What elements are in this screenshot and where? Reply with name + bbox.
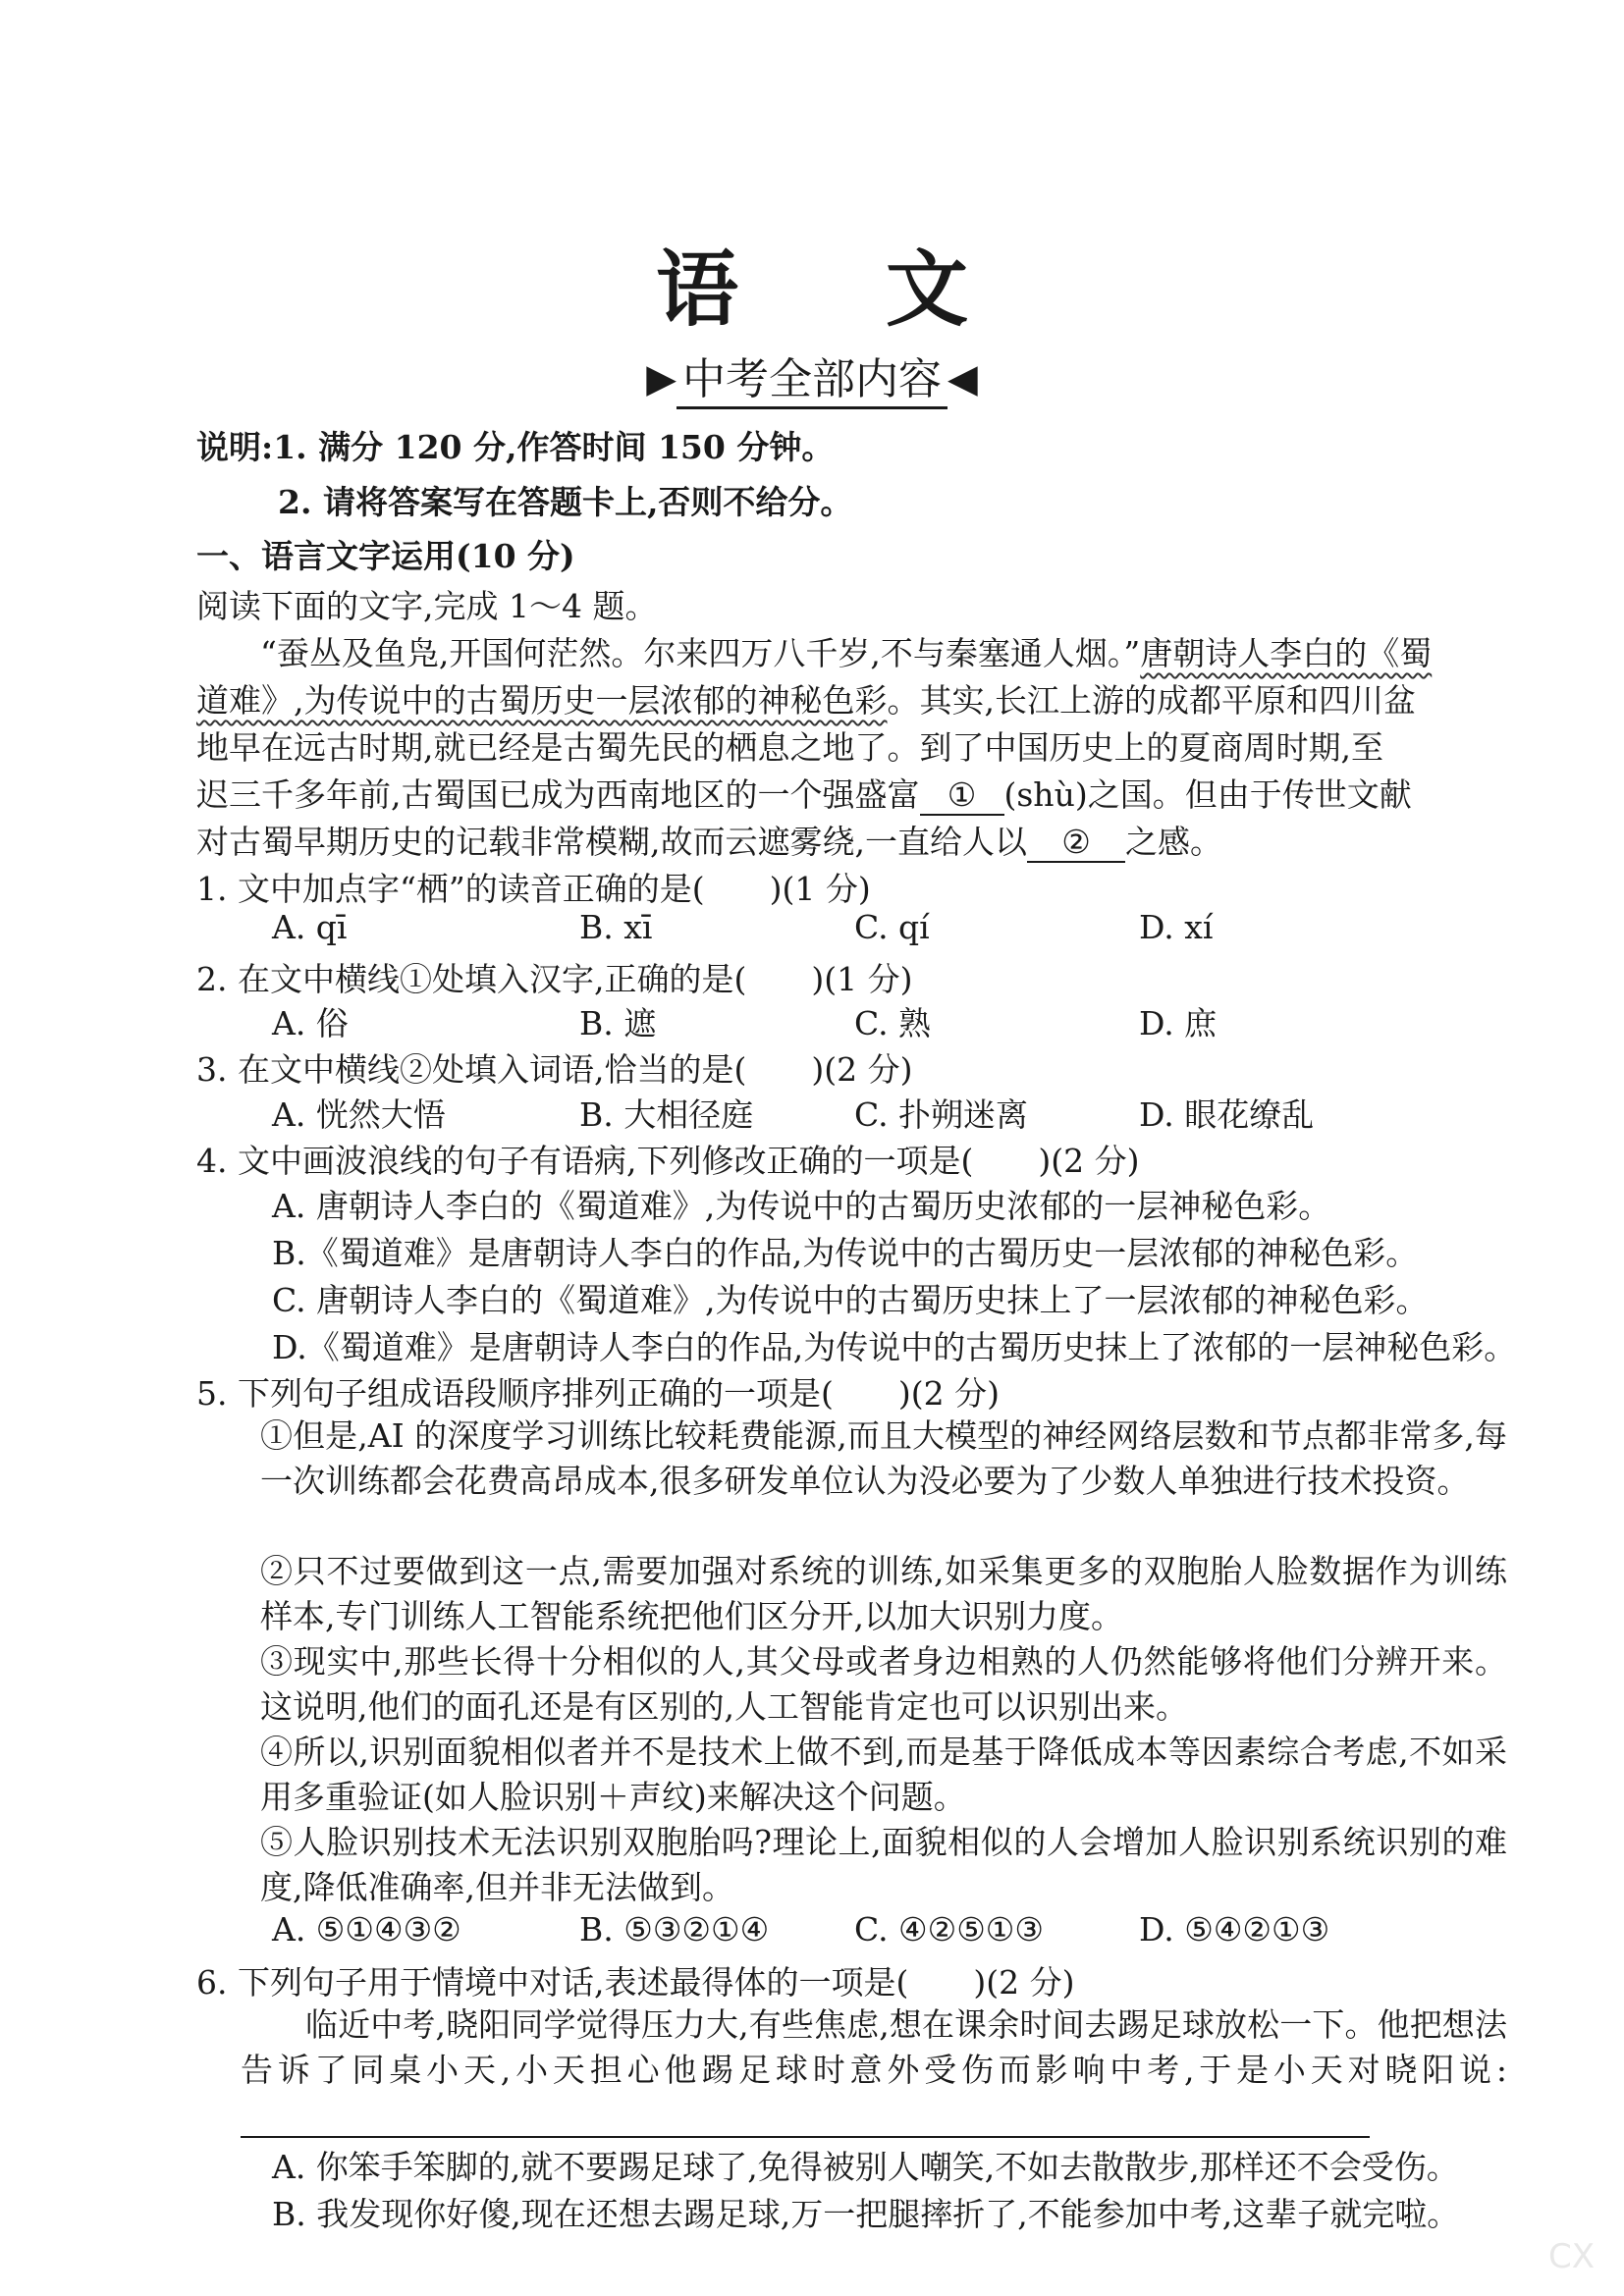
question-6-context-text: 临近中考,晓阳同学觉得压力大,有些焦虑,想在课余时间去踢足球放松一下。他把想法告诉了同桌小天,小天担心他踢足球时意外受伤而影响中考,于是小天对晓阳说: (241, 2005, 1507, 2089)
question-5-sentence-3: ③现实中,那些长得十分相似的人,其父母或者身边相熟的人仍然能够将他们分辨开来。这说明,他们的面孔还是有区别的,人工智能肯定也可以识别出来。 (260, 1642, 1507, 1726)
passage-line-5 (196, 817, 1222, 863)
question-2-option-c[interactable]: C. 熟 (854, 1004, 932, 1042)
blank-1: ① (920, 775, 1004, 816)
question-6-stem: 6. 下列句子用于情境中对话,表述最得体的一项是( )(2 分) (196, 1963, 1075, 2002)
passage-text: 之感。 (1124, 823, 1222, 861)
question-4-option-c[interactable]: C. 唐朝诗人李白的《蜀道难》,为传说中的古蜀历史抹上了一层浓郁的神秘色彩。 (272, 1281, 1429, 1319)
question-5-sentence-2: ②只不过要做到这一点,需要加强对系统的训练,如采集更多的双胞胎人脸数据作为训练样本,专门训练人工智能系统把他们区分开,以加大识别力度。 (260, 1552, 1507, 1635)
question-5-option-c[interactable]: C. ④②⑤①③ (854, 1910, 1044, 1949)
question-4-option-d[interactable]: D.《蜀道难》是唐朝诗人李白的作品,为传说中的古蜀历史抹上了浓郁的一层神秘色彩。 (272, 1328, 1517, 1366)
note-1: 1. 满分 120 分,作答时间 150 分钟。 (273, 428, 835, 466)
question-3-stem: 3. 在文中横线②处填入词语,恰当的是( )(2 分) (196, 1050, 913, 1089)
note-2: 2. 请将答案写在答题卡上,否则不给分。 (278, 483, 853, 521)
subtitle-text: 中考全部内容 (677, 354, 947, 409)
question-6-context (241, 2002, 1507, 2138)
passage-line-2 (196, 675, 1416, 721)
triangle-left-icon: ◀ (947, 356, 978, 401)
question-2-option-a[interactable]: A. 俗 (272, 1004, 349, 1042)
question-5-stem: 5. 下列句子组成语段顺序排列正确的一项是( )(2 分) (196, 1374, 1000, 1413)
question-3-option-a[interactable]: A. 恍然大悟 (272, 1095, 446, 1134)
question-4-option-b[interactable]: B.《蜀道难》是唐朝诗人李白的作品,为传说中的古蜀历史一层浓郁的神秘色彩。 (272, 1234, 1419, 1272)
question-5-option-d[interactable]: D. ⑤④②①③ (1139, 1910, 1330, 1949)
passage-text: (shù)之国。但由于传世文献 (1003, 775, 1412, 814)
question-2-option-b[interactable]: B. 遮 (579, 1004, 657, 1042)
question-6-option-a[interactable]: A. 你笨手笨脚的,就不要踢足球了,免得被别人嘲笑,不如去散散步,那样还不会受伤。 (272, 2148, 1459, 2186)
question-5-sentence-4: ④所以,识别面貌相似者并不是技术上做不到,而是基于降低成本等因素综合考虑,不如采用多重验证(如人脸识别＋声纹)来解决这个问题。 (260, 1733, 1507, 1816)
notes-label: 说明: (196, 428, 274, 466)
question-2-stem: 2. 在文中横线①处填入汉字,正确的是( )(1 分) (196, 960, 913, 998)
question-2-option-d[interactable]: D. 庶 (1139, 1004, 1218, 1042)
passage-quote: “蚕丛及鱼凫,开国何茫然。尔来四万八千岁,不与秦塞通人烟。” (260, 634, 1141, 672)
watermark: CX (1547, 2237, 1595, 2276)
passage-line-4 (196, 770, 1412, 816)
passage-text: 对古蜀早期历史的记载非常模糊,故而云遮雾绕,一直给人以 (196, 823, 1027, 861)
subtitle (0, 344, 1624, 406)
section-1-intro: 阅读下面的文字,完成 1～4 题。 (196, 587, 658, 625)
question-3-option-b[interactable]: B. 大相径庭 (579, 1095, 754, 1134)
passage-text: 迟三千多年前,古蜀国已成为西南地区的一个强盛富 (196, 775, 920, 814)
blank-2: ② (1027, 823, 1125, 863)
question-4-option-a[interactable]: A. 唐朝诗人李白的《蜀道难》,为传说中的古蜀历史浓郁的一层神秘色彩。 (272, 1187, 1331, 1225)
question-6-option-b[interactable]: B. 我发现你好傻,现在还想去踢足球,万一把腿摔折了,不能参加中考,这辈子就完啦。 (272, 2195, 1460, 2233)
passage-line-1 (260, 628, 1432, 674)
page-title (0, 224, 1624, 343)
wavy-sentence-part-1: 唐朝诗人李白的《蜀 (1140, 634, 1433, 672)
question-5-option-b[interactable]: B. ⑤③②①④ (579, 1910, 770, 1949)
question-3-option-c[interactable]: C. 扑朔迷离 (854, 1095, 1029, 1134)
triangle-right-icon: ▶ (646, 356, 677, 401)
wavy-sentence-part-2: 道难》,为传说中的古蜀历史一层浓郁的神秘色彩 (196, 681, 888, 720)
title-char-1: 语 (655, 240, 738, 338)
notes-line-1 (196, 422, 834, 468)
question-5-option-a[interactable]: A. ⑤①④③② (272, 1910, 461, 1949)
question-5-sentence-5: ⑤人脸识别技术无法识别双胞胎吗?理论上,面貌相似的人会增加人脸识别系统识别的难度,降低准确率,但并非无法做到。 (260, 1823, 1507, 1906)
question-3-option-d[interactable]: D. 眼花缭乱 (1139, 1095, 1315, 1134)
answer-line (241, 2107, 1370, 2138)
question-1-option-a[interactable]: A. qī (272, 908, 348, 946)
question-4-stem: 4. 文中画波浪线的句子有语病,下列修改正确的一项是( )(2 分) (196, 1142, 1140, 1180)
passage-text: 。其实,长江上游的成都平原和四川盆 (887, 681, 1416, 720)
passage-line-3: 地早在远古时期,就已经是古蜀先民的栖息之地了。到了中国历史上的夏商周时期,至 (196, 728, 1383, 767)
question-1-option-b[interactable]: B. xī (579, 908, 653, 946)
question-5-sentence-1: ①但是,AI 的深度学习训练比较耗费能源,而且大模型的神经网络层数和节点都非常多,每一次训练都会花费高昂成本,很多研发单位认为没必要为了少数人单独进行技术投资。 (260, 1416, 1507, 1500)
question-1-option-c[interactable]: C. qí (854, 908, 930, 946)
section-1-heading: 一、语言文字运用(10 分) (196, 537, 575, 575)
question-1-stem: 1. 文中加点字“栖”的读音正确的是( )(1 分) (196, 870, 871, 908)
title-char-2: 文 (886, 240, 969, 338)
question-1-option-d[interactable]: D. xí (1139, 908, 1214, 946)
